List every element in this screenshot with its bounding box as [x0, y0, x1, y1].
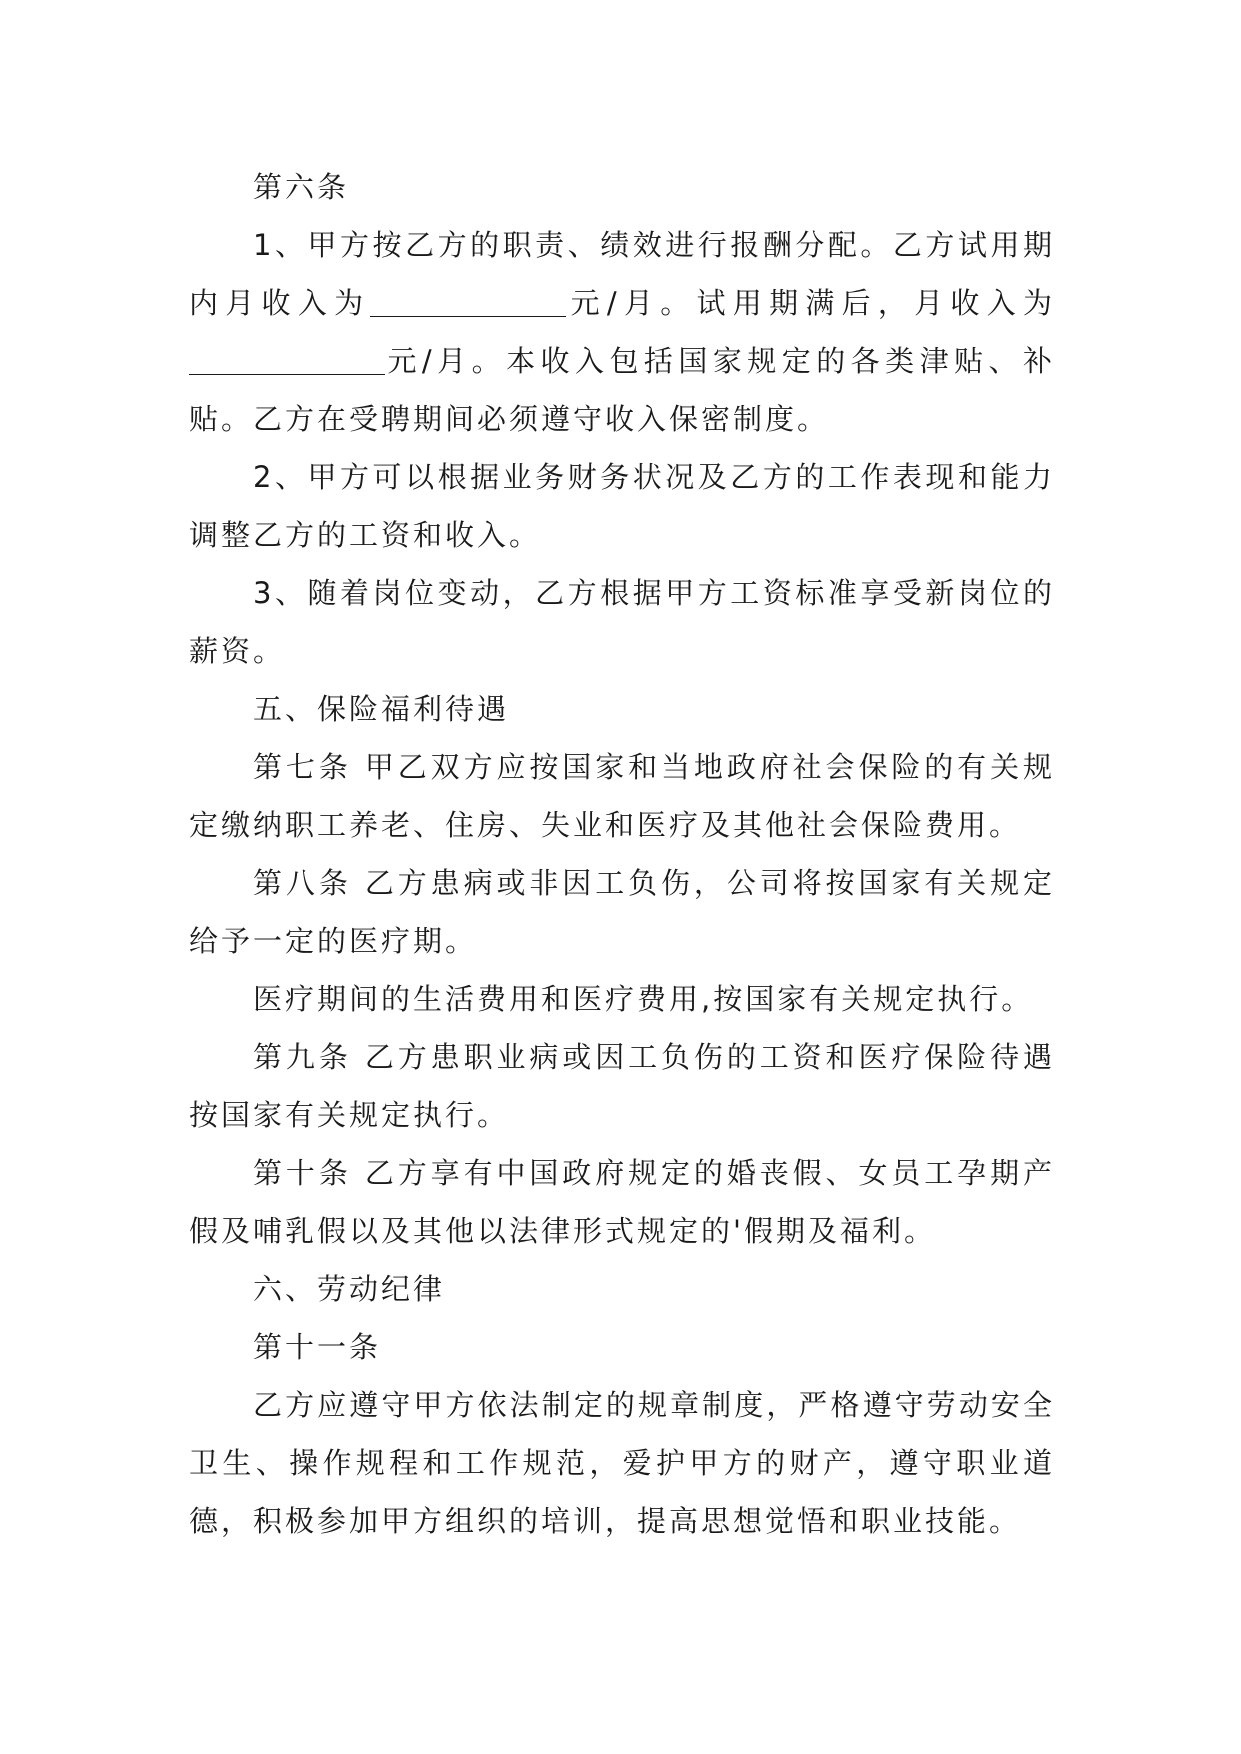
article-8-continuation: 医疗期间的生活费用和医疗费用,按国家有关规定执行。 — [253, 982, 1034, 1016]
article-11-heading: 第十一条 — [253, 1330, 382, 1364]
article-10: 第十条 乙方享有中国政府规定的婚丧假、女员工孕期产假及哺乳假以及其他以法律形式规定的'假期及福利。 — [189, 1156, 1055, 1248]
section-5-heading: 五、保险福利待遇 — [253, 692, 510, 726]
article-9: 第九条 乙方患职业病或因工负伤的工资和医疗保险待遇按国家有关规定执行。 — [189, 1040, 1055, 1132]
clause-1-text-c: 元/月。本收入包括国家规定的各类津贴、补贴。乙方在受聘期间必须遵守收入保密制度。 — [189, 344, 1055, 436]
clause-1-text-b: 元/月。试用期满后，月收入为 — [566, 286, 1055, 320]
blank-line-probation-salary — [370, 288, 566, 317]
article-6-clause-1 — [189, 216, 1055, 448]
section-6-heading: 六、劳动纪律 — [253, 1272, 446, 1306]
article-8: 第八条 乙方患病或非因工负伤，公司将按国家有关规定给予一定的医疗期。 — [189, 866, 1055, 958]
article-6-heading: 第六条 — [253, 170, 350, 204]
article-11-body: 乙方应遵守甲方依法制定的规章制度，严格遵守劳动安全卫生、操作规程和工作规范，爱护甲方的财产，遵守职业道德，积极参加甲方组织的培训，提高思想觉悟和职业技能。 — [189, 1388, 1055, 1538]
article-6-clause-3: 3、随着岗位变动，乙方根据甲方工资标准享受新岗位的薪资。 — [189, 576, 1055, 668]
blank-line-regular-salary — [189, 346, 385, 375]
article-6-clause-2: 2、甲方可以根据业务财务状况及乙方的工作表现和能力调整乙方的工资和收入。 — [189, 460, 1055, 552]
article-7: 第七条 甲乙双方应按国家和当地政府社会保险的有关规定缴纳职工养老、住房、失业和医疗及其他社会保险费用。 — [189, 750, 1055, 842]
document-body — [189, 158, 1055, 1550]
clause-1-text-a: 1、甲方按乙方的职责、绩效进行报酬分配。乙方试用期内月收入为 — [189, 228, 1055, 320]
